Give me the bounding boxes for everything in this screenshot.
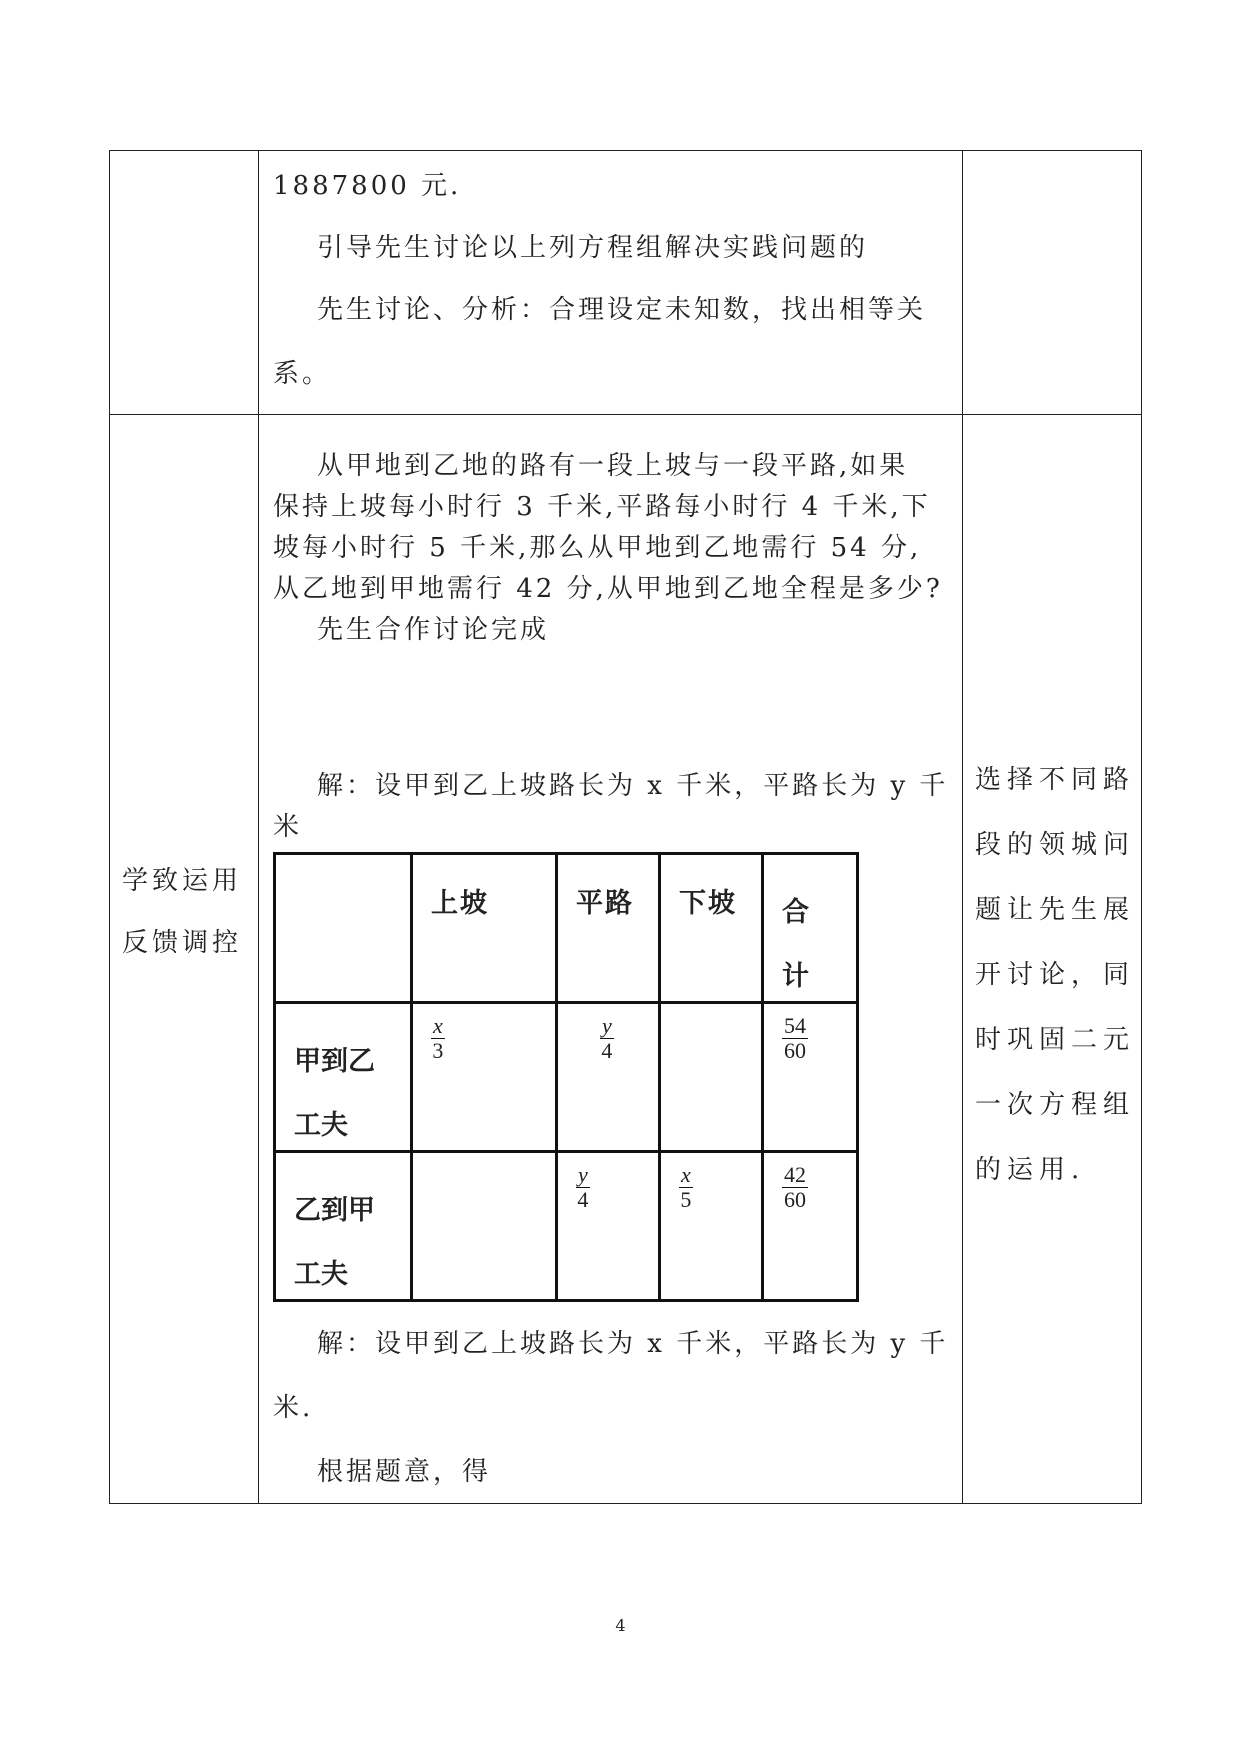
row-label bbox=[294, 1030, 375, 1158]
time-table bbox=[273, 852, 859, 1302]
header-cell bbox=[412, 854, 557, 1003]
row-label-cell bbox=[275, 1003, 412, 1152]
fraction-numerator: y bbox=[578, 1162, 588, 1187]
problem-line: 先生合作讨论完成 bbox=[317, 615, 550, 645]
table-row bbox=[275, 1003, 858, 1152]
stage-cell bbox=[110, 415, 259, 1504]
fraction-denominator: 3 bbox=[432, 1038, 444, 1063]
note-line: 段的领城问 bbox=[975, 830, 1136, 860]
note-line: 开讨论，同 bbox=[975, 960, 1136, 990]
fraction bbox=[576, 1163, 590, 1212]
uphill-time-cell bbox=[412, 1003, 557, 1152]
row-label-2: 工夫 bbox=[294, 1110, 348, 1141]
header-flat: 平路 bbox=[576, 888, 634, 919]
row-label-1: 甲到乙 bbox=[294, 1046, 375, 1077]
total-time-cell bbox=[763, 1003, 858, 1152]
solution-line: 米. bbox=[273, 1393, 314, 1423]
content-cell bbox=[259, 415, 963, 1504]
note-line: 时巩固二元 bbox=[975, 1025, 1136, 1055]
problem-line: 坡每小时行 5 千米,那么从甲地到乙地需行 54 分, bbox=[273, 533, 922, 563]
header-cell bbox=[763, 854, 858, 1003]
fraction-denominator: 4 bbox=[601, 1038, 613, 1063]
problem-line: 从甲地到乙地的路有一段上坡与一段平路,如果 bbox=[317, 451, 909, 481]
fraction-numerator: x bbox=[433, 1013, 443, 1038]
lesson-plan-table bbox=[109, 150, 1142, 1504]
header-uphill: 上坡 bbox=[431, 888, 489, 919]
header-cell-empty bbox=[275, 854, 412, 1003]
fraction-denominator: 60 bbox=[784, 1187, 806, 1212]
flat-time-cell bbox=[557, 1003, 660, 1152]
fraction-denominator: 4 bbox=[577, 1187, 589, 1212]
text-line: 系。 bbox=[273, 359, 332, 389]
problem-line: 从乙地到甲地需行 42 分,从甲地到乙地全程是多少? bbox=[273, 574, 943, 604]
table-row bbox=[275, 1152, 858, 1301]
fraction bbox=[600, 1014, 614, 1063]
stage-cell-empty bbox=[110, 151, 259, 415]
solution-line: 解：设甲到乙上坡路长为 x 千米，平路长为 y 千 bbox=[317, 771, 949, 801]
header-cell bbox=[557, 854, 660, 1003]
solution-line: 解：设甲到乙上坡路长为 x 千米，平路长为 y 千 bbox=[317, 1329, 949, 1359]
header-total-1: 合 bbox=[782, 897, 809, 928]
text-line: 先生讨论、分析：合理设定未知数，找出相等关 bbox=[317, 295, 927, 325]
header-downhill: 下坡 bbox=[679, 888, 737, 919]
note-line: 的运用. bbox=[975, 1155, 1086, 1185]
fraction bbox=[679, 1163, 693, 1212]
problem-line: 保持上坡每小时行 3 千米,平路每小时行 4 千米,下 bbox=[273, 492, 931, 522]
downhill-time-cell bbox=[660, 1152, 763, 1301]
solution-line: 根据题意，得 bbox=[317, 1457, 492, 1487]
total-time-cell bbox=[763, 1152, 858, 1301]
fraction-numerator: 54 bbox=[784, 1013, 806, 1038]
text-line: 引导先生讨论以上列方程组解决实践问题的 bbox=[317, 233, 869, 263]
row-label bbox=[294, 1179, 375, 1307]
note-line: 题让先生展 bbox=[975, 895, 1136, 925]
fraction-numerator: 42 bbox=[784, 1162, 806, 1187]
table-row bbox=[110, 415, 1142, 1504]
note-line: 一次方程组 bbox=[975, 1090, 1136, 1120]
fraction bbox=[782, 1163, 808, 1212]
uphill-time-cell-empty bbox=[412, 1152, 557, 1301]
solution-line: 米 bbox=[273, 812, 303, 842]
flat-time-cell bbox=[557, 1152, 660, 1301]
fraction bbox=[431, 1014, 445, 1063]
table-header-row bbox=[275, 854, 858, 1003]
note-line: 选择不同路 bbox=[975, 765, 1136, 795]
content-cell bbox=[259, 151, 963, 415]
fraction bbox=[782, 1014, 808, 1063]
note-cell bbox=[963, 415, 1142, 1504]
stage-label: 反馈调控 bbox=[122, 928, 243, 958]
note-cell-empty bbox=[963, 151, 1142, 415]
header-total-2: 计 bbox=[782, 961, 809, 992]
fraction-numerator: x bbox=[681, 1162, 691, 1187]
row-label-cell bbox=[275, 1152, 412, 1301]
fraction-denominator: 60 bbox=[784, 1038, 806, 1063]
fraction-denominator: 5 bbox=[680, 1187, 692, 1212]
downhill-time-cell-empty bbox=[660, 1003, 763, 1152]
header-cell bbox=[660, 854, 763, 1003]
fraction-numerator: y bbox=[602, 1013, 612, 1038]
table-row bbox=[110, 151, 1142, 415]
page-number: 4 bbox=[615, 1616, 626, 1635]
stage-label: 学致运用 bbox=[122, 866, 243, 896]
row-label-1: 乙到甲 bbox=[294, 1195, 375, 1226]
text-line: 1887800 元. bbox=[273, 171, 462, 201]
header-total bbox=[782, 881, 809, 1009]
row-label-2: 工夫 bbox=[294, 1259, 348, 1290]
